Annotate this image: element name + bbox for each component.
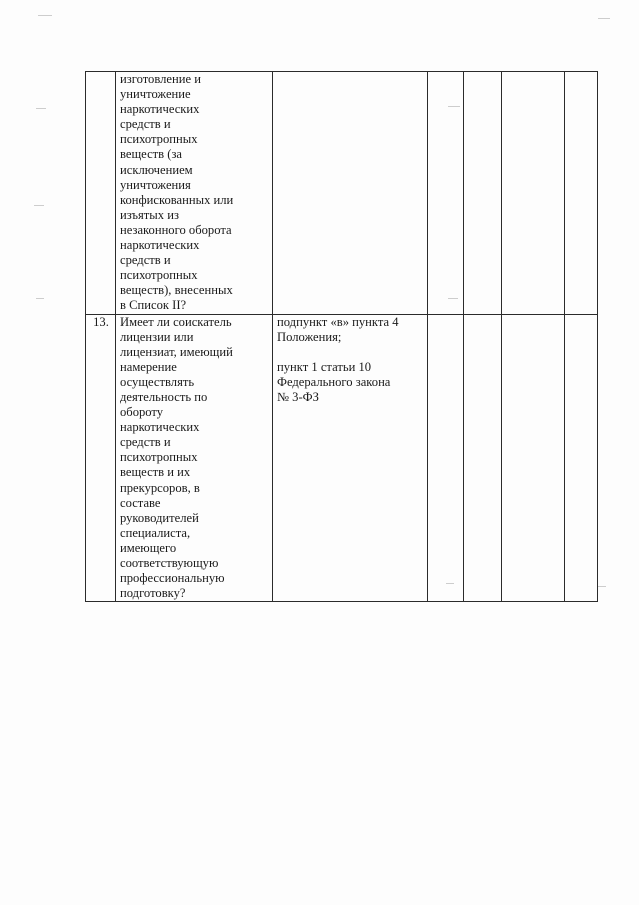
answer-cell: [464, 314, 502, 602]
notes-cell: [565, 72, 598, 315]
reference-cell: подпункт «в» пункта 4 Положения; пункт 1 статьи 10 Федерального закона № 3-ФЗ: [273, 314, 428, 602]
answer-cell: [428, 72, 464, 315]
scan-artifact: [38, 15, 52, 16]
answer-cell: [502, 314, 565, 602]
row-number-cell: 13.: [86, 314, 116, 602]
scan-artifact: [598, 18, 610, 19]
answer-cell: [502, 72, 565, 315]
table-row: [86, 314, 598, 602]
scan-artifact: [36, 298, 44, 299]
question-cell: Имеет ли соискатель лицензии или лицензиат, имеющий намерение осуществлять деятельность по обороту наркотических средств и психотропных веществ и их прекурсоров, в составе руководителей специалиста, имеющего соответствующую профессиональную подготовку?: [116, 314, 273, 602]
scan-artifact: [34, 205, 44, 206]
scan-artifact: [598, 586, 606, 587]
answer-cell: [428, 314, 464, 602]
row-number-cell: [86, 72, 116, 315]
reference-cell: [273, 72, 428, 315]
answer-cell: [464, 72, 502, 315]
scan-artifact: [36, 108, 46, 109]
question-cell: изготовление и уничтожение наркотических средств и психотропных веществ (за исключением уничтожения конфискованных или изъятых из незаконного оборота наркотических средств и психотропных веществ), внесенных в Список II?: [116, 72, 273, 315]
checklist-table: [85, 71, 598, 602]
table-row: [86, 72, 598, 315]
notes-cell: [565, 314, 598, 602]
